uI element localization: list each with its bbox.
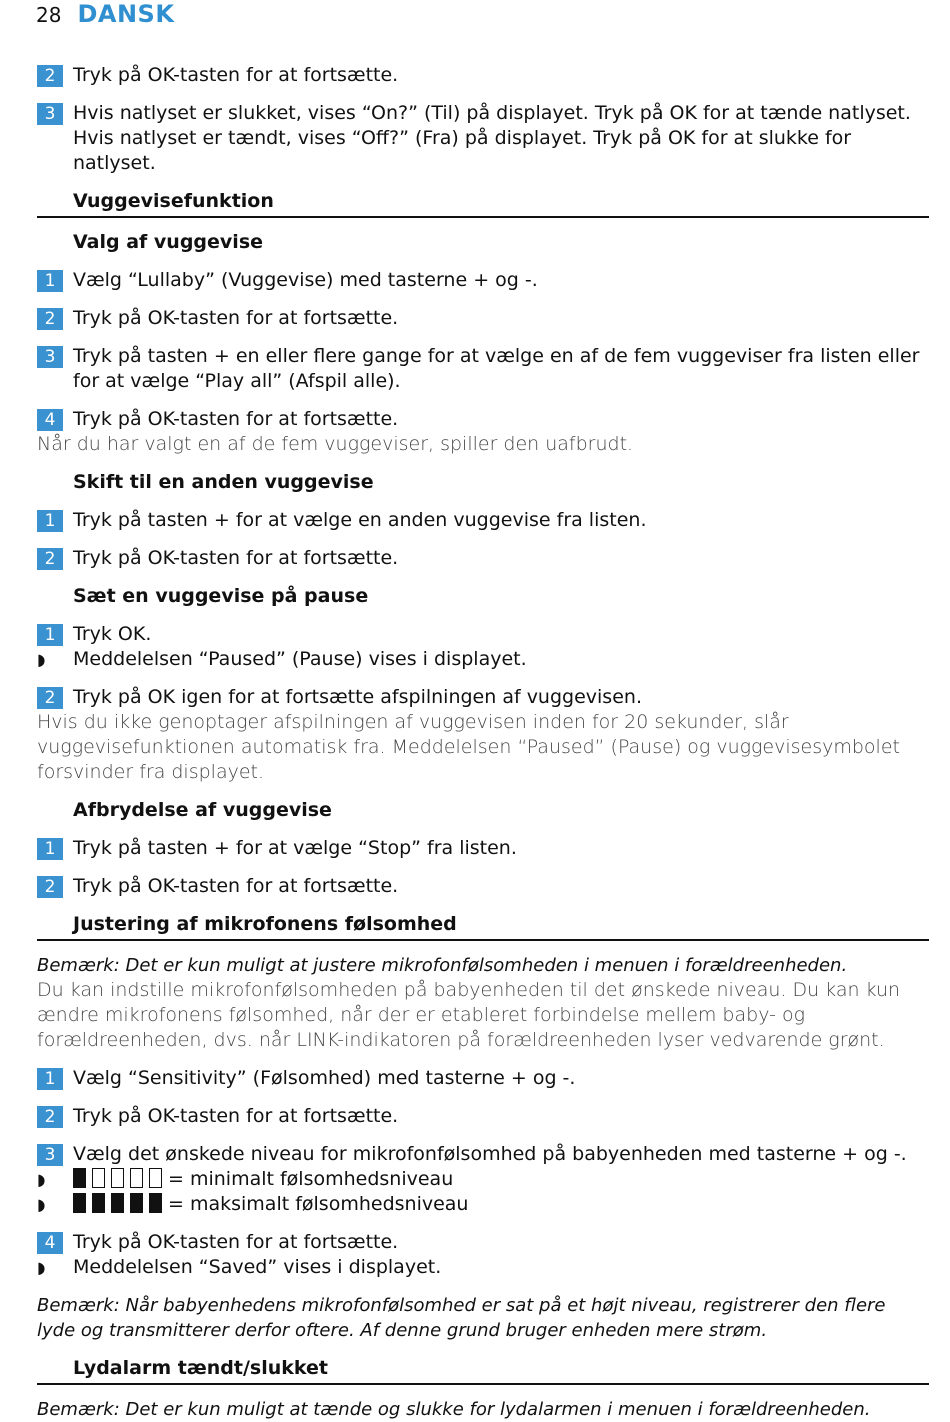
subsection-heading: Afbrydelse af vuggevise [73, 799, 332, 821]
page-header [36, 0, 174, 28]
step-number: 1 [37, 838, 63, 860]
subsection-heading: Skift til en anden vuggevise [73, 471, 374, 493]
step [37, 344, 929, 394]
step [37, 63, 929, 88]
note: Bemærk: Det er kun muligt at justere mikrofonfølsomheden i menuen i forældreenheden. [37, 955, 848, 976]
sensitivity-level-min-icon [73, 1168, 162, 1188]
step-number: 2 [37, 308, 63, 330]
step [37, 306, 929, 331]
result-bullet [37, 1255, 929, 1280]
step-text: Tryk på OK-tasten for at fortsætte. [73, 547, 399, 569]
step-text: Tryk på OK-tasten for at fortsætte. [73, 408, 399, 430]
language-title: DANSK [77, 0, 175, 28]
step [37, 546, 929, 571]
step [37, 1066, 929, 1091]
bullet-icon: ◗ [37, 650, 46, 669]
note: Bemærk: Det er kun muligt at tænde og slukke for lydalarmen i menuen i forældreenheden. [37, 1399, 871, 1420]
step-number: 1 [37, 1068, 63, 1090]
level-bar-filled [130, 1193, 143, 1213]
step-text: Tryk på tasten + for at vælge en anden vuggevise fra listen. [73, 509, 647, 531]
level-bar-filled [73, 1168, 86, 1188]
step-text: Vælg “Sensitivity” (Følsomhed) med tasterne + og -. [73, 1067, 576, 1089]
step-text: Vælg “Lullaby” (Vuggevise) med tasterne + og -. [73, 269, 538, 291]
step-text: Hvis natlyset er slukket, vises “On?” (Til) på displayet. Tryk på OK for at tænde natlyset. Hvis natlyset er tændt, vises “Off?” (Fra) på displayet. Tryk på OK for at slukke for natlyset. [73, 102, 911, 174]
step-number: 4 [37, 1232, 63, 1254]
level-bar-empty [149, 1168, 162, 1188]
sensitivity-level-max-icon [73, 1193, 162, 1213]
step-text: Tryk på OK-tasten for at fortsætte. [73, 1231, 399, 1253]
body-paragraph: Hvis du ikke genoptager afspilningen af vuggevisen inden for 20 sekunder, slår vuggevisefunktionen automatisk fra. Meddelelsen “Paused” (Pause) og vuggevisesymbolet forsvinder fra displayet. [37, 711, 900, 783]
step-text: Tryk på OK-tasten for at fortsætte. [73, 64, 399, 86]
step-text: Vælg det ønskede niveau for mikrofonfølsomhed på babyenheden med tasterne + og -. [73, 1143, 907, 1165]
bullet-text: = maksimalt følsomhedsniveau [168, 1193, 469, 1215]
bullet-text: Meddelelsen “Saved” vises i displayet. [73, 1256, 442, 1278]
step [37, 1104, 929, 1129]
step-text: Tryk på tasten + for at vælge “Stop” fra listen. [73, 837, 517, 859]
step [37, 685, 929, 710]
level-bar-filled [92, 1193, 105, 1213]
section-heading: Justering af mikrofonens følsomhed [37, 912, 929, 941]
step-number: 4 [37, 409, 63, 431]
step-text: Tryk på tasten + en eller flere gange for at vælge en af de fem vuggeviser fra listen eller for at vælge “Play all” (Afspil alle). [73, 345, 920, 392]
step-number: 3 [37, 346, 63, 368]
level-bar-empty [111, 1168, 124, 1188]
step-number: 2 [37, 876, 63, 898]
step-number: 1 [37, 624, 63, 646]
level-bar-filled [149, 1193, 162, 1213]
step-text: Tryk OK. [73, 623, 152, 645]
level-bar-filled [111, 1193, 124, 1213]
step [37, 622, 929, 647]
result-bullet [37, 1167, 929, 1192]
bullet-icon: ◗ [37, 1170, 46, 1189]
step [37, 1230, 929, 1255]
step-number: 3 [37, 103, 63, 125]
level-bar-filled [73, 1193, 86, 1213]
step [37, 268, 929, 293]
step [37, 836, 929, 861]
step-text: Tryk på OK-tasten for at fortsætte. [73, 307, 399, 329]
result-bullet [37, 1192, 929, 1217]
bullet-icon: ◗ [37, 1195, 46, 1214]
subsection-heading: Valg af vuggevise [73, 231, 264, 253]
step-text: Tryk på OK-tasten for at fortsætte. [73, 875, 399, 897]
level-bar-empty [130, 1168, 143, 1188]
step-number: 1 [37, 270, 63, 292]
bullet-icon: ◗ [37, 1258, 46, 1277]
step [37, 407, 929, 432]
level-bar-empty [92, 1168, 105, 1188]
bullet-text: Meddelelsen “Paused” (Pause) vises i displayet. [73, 648, 527, 670]
step-text: Tryk på OK igen for at fortsætte afspilningen af vuggevisen. [73, 686, 642, 708]
page-content [37, 63, 929, 1422]
step-text: Tryk på OK-tasten for at fortsætte. [73, 1105, 399, 1127]
step [37, 874, 929, 899]
step [37, 508, 929, 533]
body-paragraph: Når du har valgt en af de fem vuggeviser, spiller den uafbrudt. [37, 433, 634, 455]
step-number: 2 [37, 65, 63, 87]
step [37, 1142, 929, 1167]
subsection-heading: Sæt en vuggevise på pause [73, 585, 369, 607]
step-number: 1 [37, 510, 63, 532]
section-heading: Lydalarm tændt/slukket [37, 1356, 929, 1385]
body-paragraph: Du kan indstille mikrofonfølsomheden på babyenheden til det ønskede niveau. Du kan kun ændre mikrofonens følsomhed, når der er etableret forbindelse mellem baby- og forældreenheden, dvs. når LINK-indikatoren på forældreenheden lyser vedvarende grønt. [37, 979, 901, 1051]
note: Bemærk: Når babyenhedens mikrofonfølsomhed er sat på et højt niveau, registrerer den flere lyde og transmitterer derfor oftere. Af denne grund bruger enheden mere strøm. [37, 1295, 886, 1341]
step [37, 101, 929, 176]
step-number: 2 [37, 687, 63, 709]
section-heading: Vuggevisefunktion [37, 189, 929, 218]
step-number: 2 [37, 1106, 63, 1128]
bullet-text: = minimalt følsomhedsniveau [168, 1168, 454, 1190]
step-number: 2 [37, 548, 63, 570]
step-number: 3 [37, 1144, 63, 1166]
page-number: 28 [36, 3, 62, 27]
result-bullet [37, 647, 929, 672]
